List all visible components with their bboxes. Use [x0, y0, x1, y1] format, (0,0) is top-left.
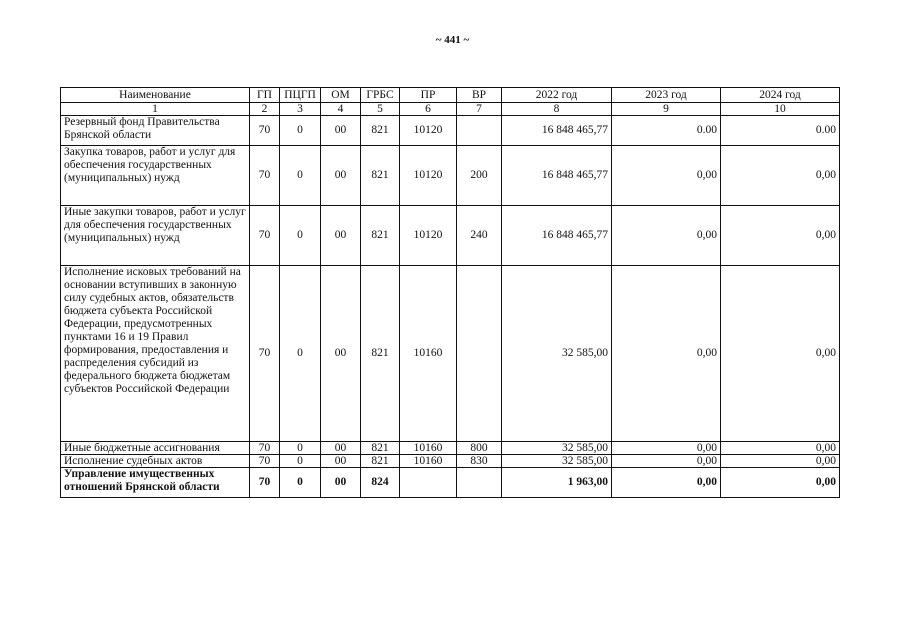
row-grbs: 821: [361, 266, 400, 442]
row-2022: 32 585,00: [502, 266, 612, 442]
row-vr: 240: [457, 206, 502, 266]
row-2023: 0,00: [612, 206, 721, 266]
header-2022: 2022 год: [502, 88, 612, 103]
header-row: [61, 88, 840, 103]
row-2024: 0,00: [721, 442, 840, 455]
table-row: [61, 206, 840, 266]
row-name: Резервный фонд Правительства Брянской области: [61, 116, 250, 146]
row-name: Иные бюджетные ассигнования: [61, 442, 250, 455]
row-pr: 10160: [400, 455, 457, 468]
row-vr: 830: [457, 455, 502, 468]
row-gp: 70: [250, 442, 280, 455]
column-number: 2: [250, 103, 280, 116]
row-om: 00: [321, 468, 361, 498]
table-row: [61, 116, 840, 146]
row-2022: 16 848 465,77: [502, 116, 612, 146]
row-2023: 0,00: [612, 266, 721, 442]
header-2023: 2023 год: [612, 88, 721, 103]
row-pr: 10120: [400, 146, 457, 206]
row-om: 00: [321, 206, 361, 266]
row-2024: 0.00: [721, 116, 840, 146]
row-pr: 10120: [400, 116, 457, 146]
row-pcgp: 0: [280, 442, 321, 455]
row-grbs: 821: [361, 116, 400, 146]
row-name: Закупка товаров, работ и услуг для обеспечения государственных (муниципальных) нужд: [61, 146, 250, 206]
table-row: [61, 455, 840, 468]
row-grbs: 821: [361, 146, 400, 206]
column-number: 1: [61, 103, 250, 116]
row-gp: 70: [250, 206, 280, 266]
row-vr: [457, 468, 502, 498]
header-name: Наименование: [61, 88, 250, 103]
row-2023: 0.00: [612, 116, 721, 146]
row-2023: 0,00: [612, 442, 721, 455]
row-2023: 0,00: [612, 455, 721, 468]
row-pcgp: 0: [280, 468, 321, 498]
row-om: 00: [321, 146, 361, 206]
header-gp: ГП: [250, 88, 280, 103]
header-2024: 2024 год: [721, 88, 840, 103]
row-name: Исполнение судебных актов: [61, 455, 250, 468]
row-2024: 0,00: [721, 146, 840, 206]
row-om: 00: [321, 455, 361, 468]
row-grbs: 824: [361, 468, 400, 498]
row-grbs: 821: [361, 455, 400, 468]
row-pcgp: 0: [280, 116, 321, 146]
row-gp: 70: [250, 468, 280, 498]
table-row: [61, 146, 840, 206]
table-row: [61, 468, 840, 498]
header-grbs: ГРБС: [361, 88, 400, 103]
row-grbs: 821: [361, 206, 400, 266]
row-2022: 32 585,00: [502, 455, 612, 468]
row-pr: 10160: [400, 266, 457, 442]
row-name: Исполнение исковых требований на основании вступивших в законную силу судебных актов, обязательств бюджета субъекта Российской Федерации, предусмотренных пунктами 16 и 19 Правил формирования, предоставления и распределения субсидий из федерального бюджета бюджетам субъектов Российской Федерации: [61, 266, 250, 442]
row-2022: 32 585,00: [502, 442, 612, 455]
column-number: 3: [280, 103, 321, 116]
row-vr: [457, 116, 502, 146]
column-number: 8: [502, 103, 612, 116]
row-gp: 70: [250, 266, 280, 442]
header-vr: ВР: [457, 88, 502, 103]
row-gp: 70: [250, 146, 280, 206]
row-om: 00: [321, 266, 361, 442]
row-name: Управление имущественных отношений Брянской области: [61, 468, 250, 498]
row-vr: 200: [457, 146, 502, 206]
column-number: 9: [612, 103, 721, 116]
row-pr: 10120: [400, 206, 457, 266]
row-2023: 0,00: [612, 146, 721, 206]
header-pr: ПР: [400, 88, 457, 103]
row-pr: 10160: [400, 442, 457, 455]
row-pcgp: 0: [280, 455, 321, 468]
row-vr: 800: [457, 442, 502, 455]
row-pcgp: 0: [280, 146, 321, 206]
row-2023: 0,00: [612, 468, 721, 498]
row-grbs: 821: [361, 442, 400, 455]
row-pr: [400, 468, 457, 498]
column-number-row: [61, 103, 840, 116]
row-2022: 16 848 465,77: [502, 206, 612, 266]
row-2022: 16 848 465,77: [502, 146, 612, 206]
header-pcgp: ПЦГП: [280, 88, 321, 103]
row-pcgp: 0: [280, 266, 321, 442]
row-vr: [457, 266, 502, 442]
table-row: [61, 266, 840, 442]
column-number: 7: [457, 103, 502, 116]
page-number: ~ 441 ~: [435, 34, 470, 46]
header-om: ОМ: [321, 88, 361, 103]
row-2024: 0,00: [721, 455, 840, 468]
row-om: 00: [321, 442, 361, 455]
row-pcgp: 0: [280, 206, 321, 266]
row-2024: 0,00: [721, 266, 840, 442]
row-gp: 70: [250, 116, 280, 146]
column-number: 5: [361, 103, 400, 116]
column-number: 10: [721, 103, 840, 116]
row-gp: 70: [250, 455, 280, 468]
row-om: 00: [321, 116, 361, 146]
row-2022: 1 963,00: [502, 468, 612, 498]
column-number: 4: [321, 103, 361, 116]
row-2024: 0,00: [721, 206, 840, 266]
row-name: Иные закупки товаров, работ и услуг для обеспечения государственных (муниципальных) нужд: [61, 206, 250, 266]
column-number: 6: [400, 103, 457, 116]
table-row: [61, 442, 840, 455]
budget-table: [60, 87, 840, 498]
row-2024: 0,00: [721, 468, 840, 498]
